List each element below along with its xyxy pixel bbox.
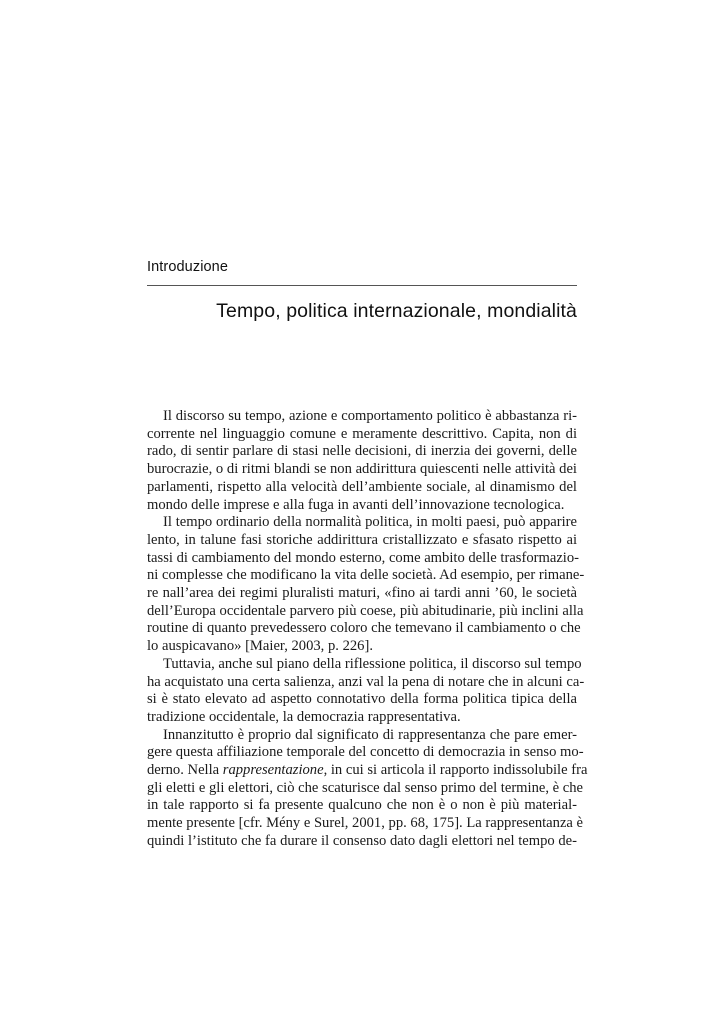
text-line: Il tempo ordinario della normalità politica, in molti paesi, può apparire (163, 514, 577, 531)
text-line: lo auspicavano» [Maier, 2003, p. 226]. (147, 638, 373, 655)
text-line: gere questa affiliazione temporale del concetto di democrazia in senso mo- (147, 744, 584, 761)
header-rule (147, 285, 577, 286)
text-line: tradizione occidentale, la democrazia rappresentativa. (147, 708, 461, 725)
text-line: mente presente [cfr. Mény e Surel, 2001, pp. 68, 175]. La rappresentanza è (147, 815, 584, 832)
text-line: ha acquistato una certa salienza, anzi val la pena di notare che in alcuni ca- (147, 673, 585, 690)
text-segment: derno. Nella (147, 762, 223, 779)
paragraph-4 (147, 726, 588, 851)
paragraph-3 (147, 655, 585, 727)
section-label: Introduzione (147, 259, 229, 275)
text-line: mondo delle imprese e alla fuga in avanti dell’innovazione tecnologica. (147, 496, 565, 513)
text-line: si è stato elevato ad aspetto connotativo della forma politica tipica della (147, 691, 577, 708)
text-line: rado, di sentir parlare di stasi nelle decisioni, di inerzia dei governi, delle (147, 443, 577, 460)
text-line: Il discorso su tempo, azione e comportamento politico è abbastanza ri- (163, 408, 577, 424)
text-line: gli eletti e gli elettori, ciò che scaturisce dal senso primo del termine, è che (147, 779, 584, 796)
text-line: in tale rapporto si fa presente qualcuno che non è o non è più material- (147, 797, 577, 814)
chapter-title: Tempo, politica internazionale, mondialità (216, 300, 577, 322)
text-line: dell’Europa occidentale parvero più coese, più abitudinarie, più inclini alla (147, 602, 584, 619)
text-line: burocrazie, o di ritmi blandi se non addirittura quiescenti nelle attività dei (147, 461, 577, 478)
text-line: parlamenti, rispetto alla velocità dell’ambiente sociale, al dinamismo del (147, 478, 577, 495)
text-segment: , in cui si articola il rapporto indissolubile fra (323, 762, 588, 779)
text-line: tassi di cambiamento del mondo esterno, come ambito delle trasformazio- (147, 549, 580, 566)
text-line: routine di quanto prevedessero coloro che temevano il cambiamento o che (147, 620, 581, 637)
text-line: Innanzitutto è proprio dal significato di rappresentanza che pare emer- (163, 726, 577, 743)
text-line: ni complesse che modificano la vita delle società. Ad esempio, per rimane- (147, 567, 585, 584)
paragraph-2 (147, 514, 585, 656)
paragraph-1 (147, 408, 577, 514)
text-line: re nall’area dei regimi pluralisti maturi, «fino ai tardi anni ’60, le società (147, 585, 577, 602)
text-line: quindi l’istituto che fa durare il consenso dato dagli elettori nel tempo de- (147, 832, 577, 849)
text-line: Tuttavia, anche sul piano della riflessione politica, il discorso sul tempo (163, 655, 582, 672)
text-line: lento, in talune fasi storiche addirittura cristallizzato e sfasato rispetto ai (147, 531, 577, 548)
text-line-with-italic (147, 762, 588, 780)
text-line: corrente nel linguaggio comune e meramente descrittivo. Capita, non di (147, 425, 577, 442)
italic-term: rappresentazione (222, 762, 324, 779)
body-text (147, 408, 588, 851)
